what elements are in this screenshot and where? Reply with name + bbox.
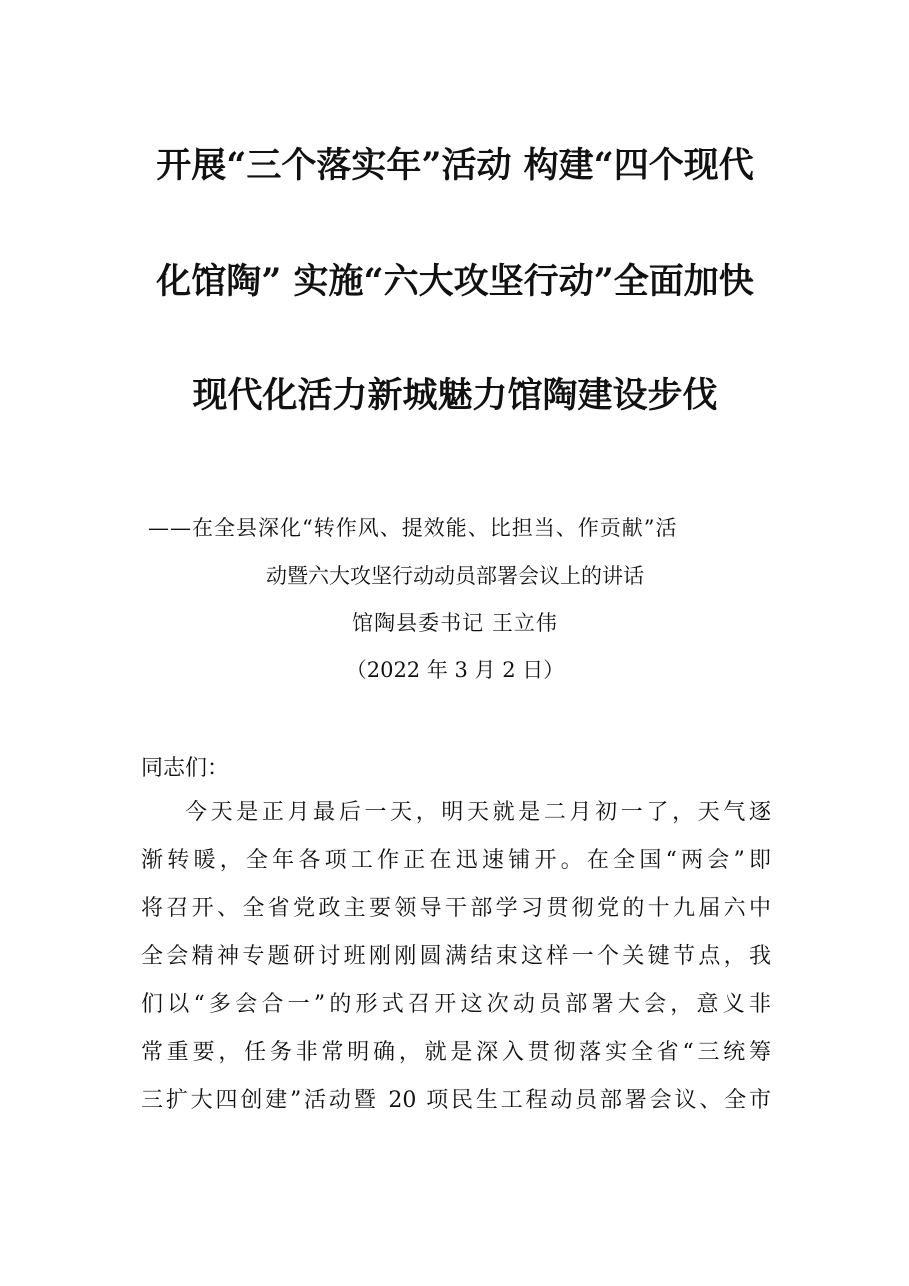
speaker-line: 馆陶县委书记 王立伟 <box>352 611 558 635</box>
salutation: 同志们： <box>141 756 230 781</box>
body-paragraph <box>141 798 771 1134</box>
subtitle-line-2: 动暨六大攻坚行动动员部署会议上的讲话 <box>266 564 644 588</box>
date-line: （2022 年 3 月 2 日） <box>345 658 565 682</box>
body-line-6: 常重要，任务非常明确，就是深入贯彻落实全省“三统筹 <box>141 1040 771 1065</box>
subtitle-line-1: ——在全县深化“转作风、提效能、比担当、作贡献”活 <box>148 516 678 540</box>
body-line-5: 们以“多会合一”的形式召开这次动员部署大会，意义非 <box>141 992 771 1017</box>
title-line-3: 现代化活力新城魅力馆陶建设步伐 <box>192 375 718 416</box>
body-line-4: 全会精神专题研讨班刚刚圆满结束这样一个关键节点，我 <box>141 944 771 969</box>
title-line-2: 化馆陶” 实施“六大攻坚行动”全面加快 <box>156 261 754 302</box>
title-line-1: 开展“三个落实年”活动 构建“四个现代 <box>156 145 754 186</box>
body-line-3: 将召开、全省党政主要领导干部学习贯彻党的十九届六中 <box>141 896 771 921</box>
body-line-7: 三扩大四创建”活动暨 20 项民生工程动员部署会议、全市 <box>141 1088 771 1113</box>
body-line-1: 今天是正月最后一天，明天就是二月初一了，天气逐 <box>185 800 771 825</box>
body-line-2: 渐转暖，全年各项工作正在迅速铺开。在全国“两会”即 <box>141 848 771 873</box>
